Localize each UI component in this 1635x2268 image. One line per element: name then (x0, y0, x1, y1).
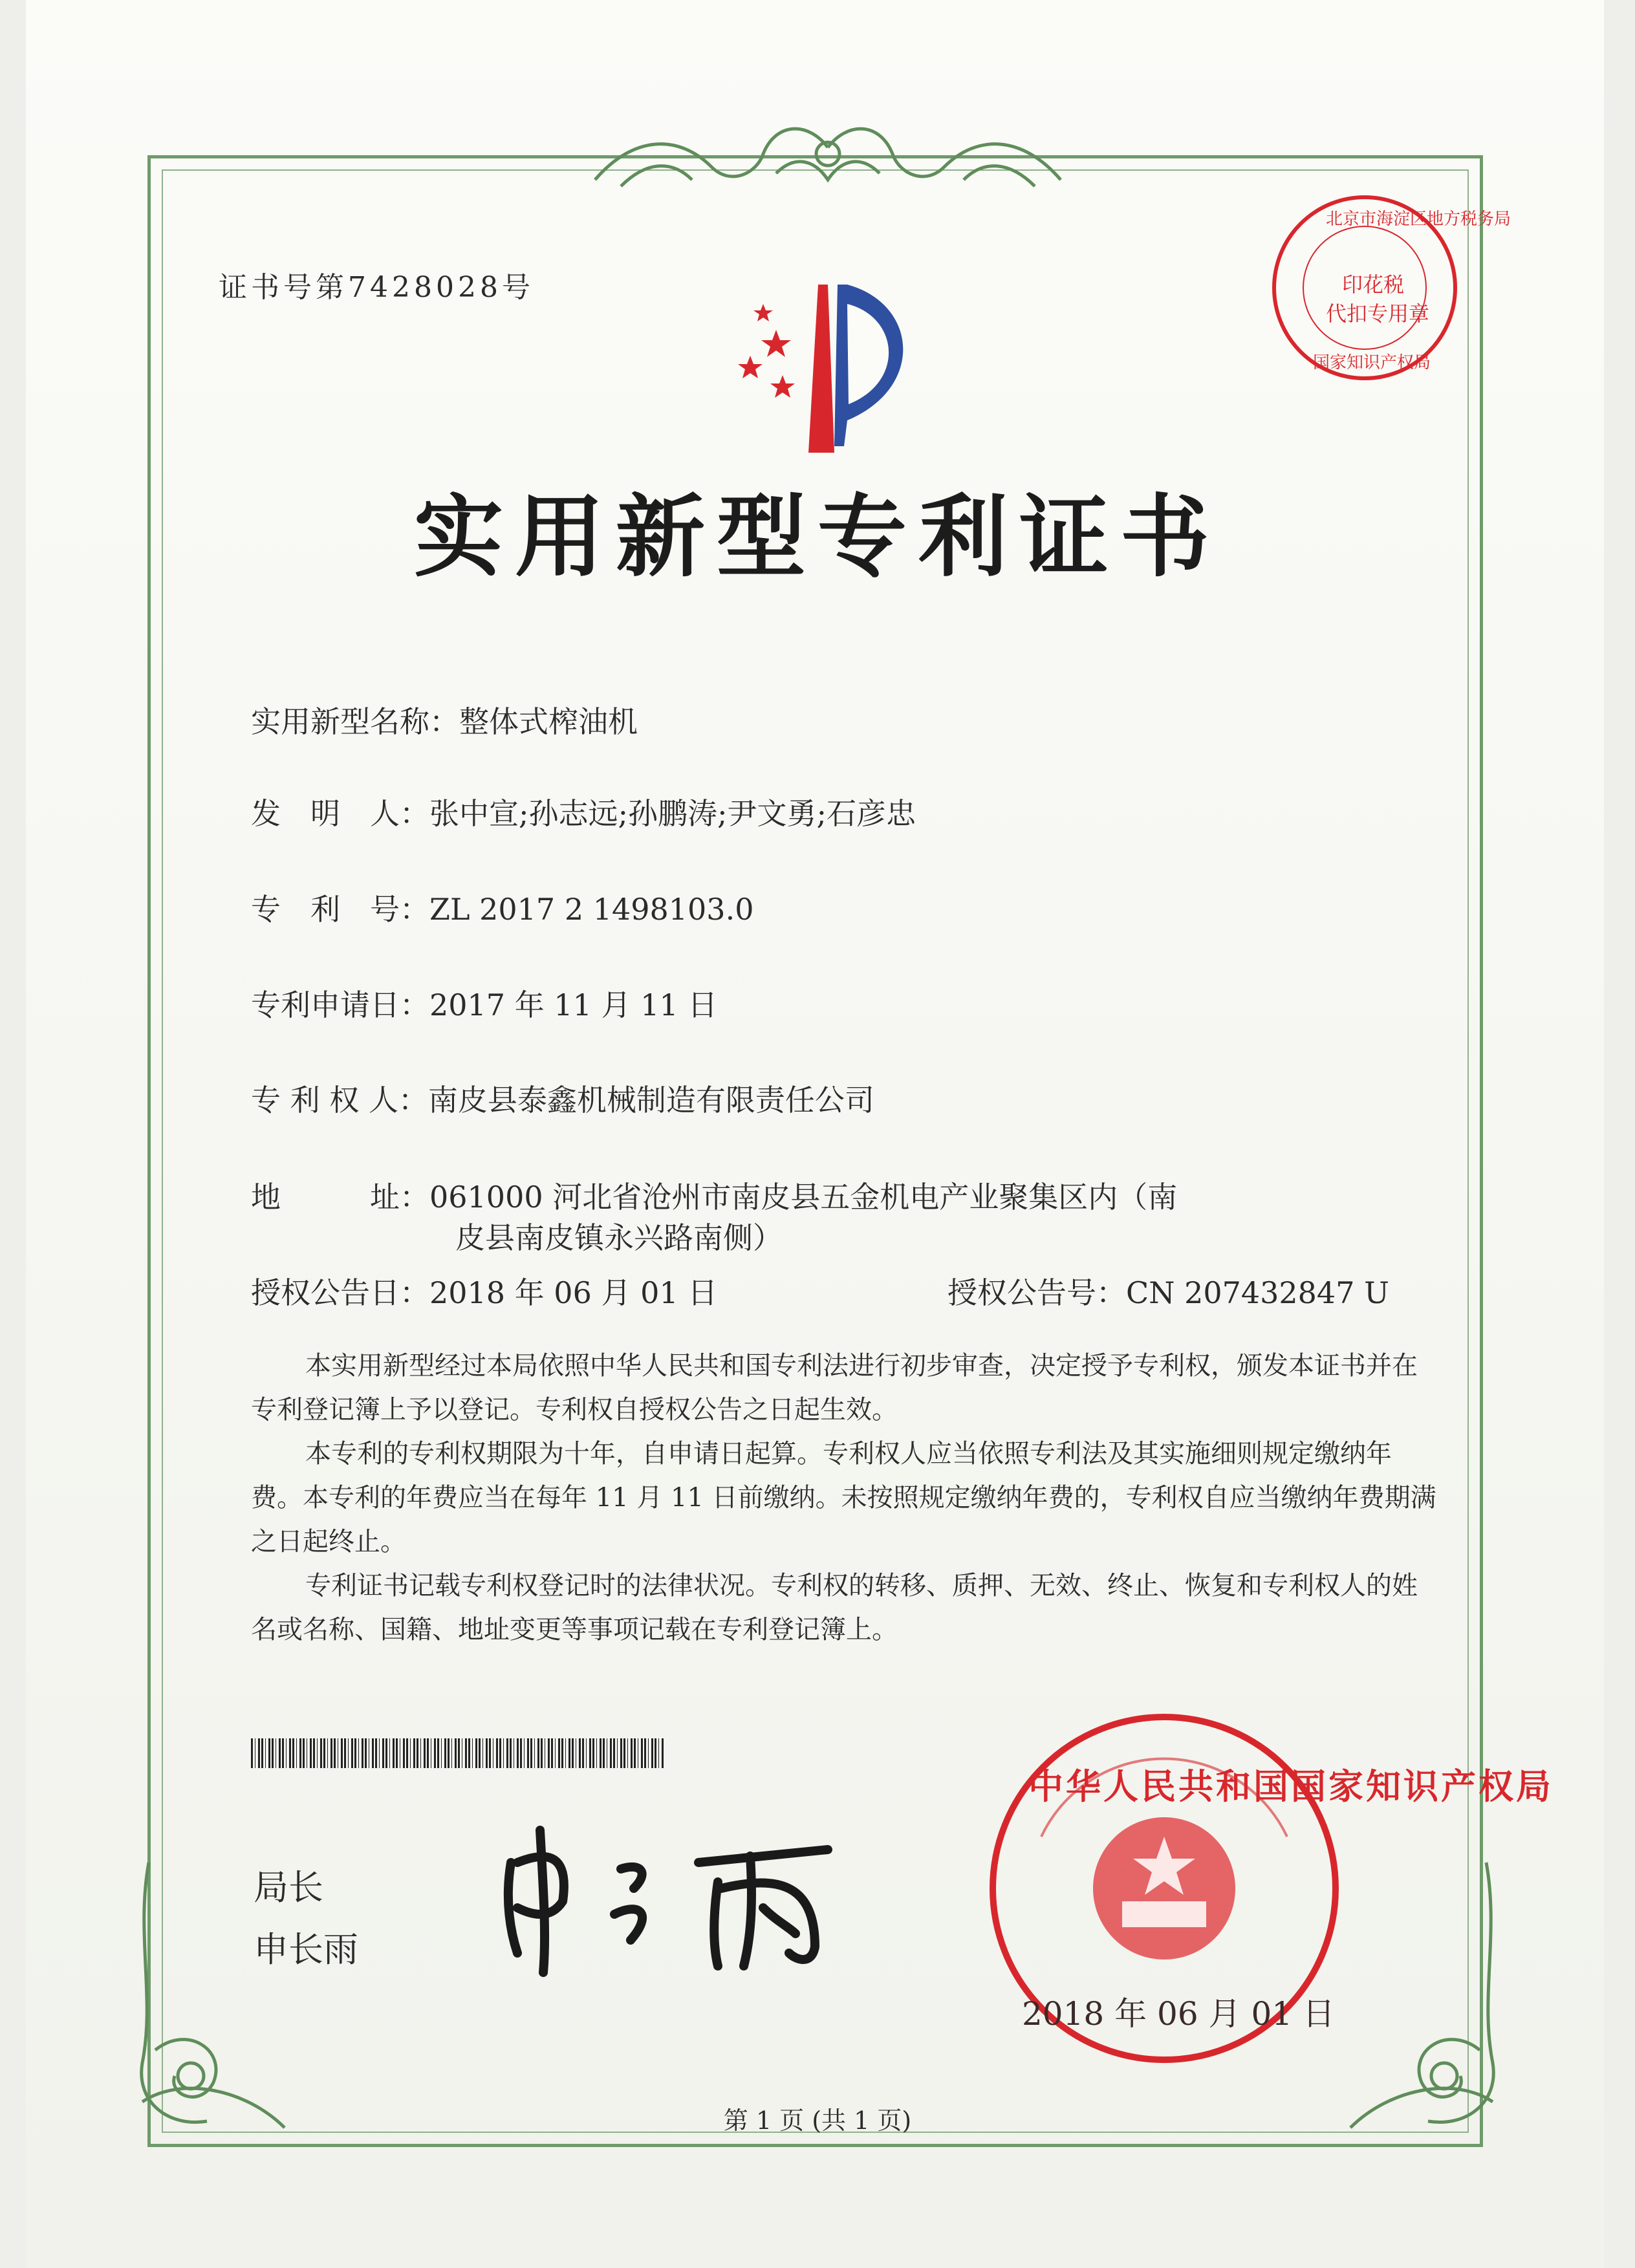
field-inventors-label: 发 明 人： (251, 796, 429, 831)
tax-stamp-line2: 印花税 (1342, 272, 1405, 297)
field-address-line2: 皮县南皮镇永兴路南侧） (455, 1220, 783, 1255)
certificate-number: 证书号第7428028号 (219, 271, 534, 304)
director-title: 局长 (254, 1867, 323, 1908)
field-filing-date (251, 982, 717, 1024)
certificate-body (251, 1344, 1441, 1652)
field-patentee-label: 专 利 权 人： (251, 1083, 428, 1118)
director-name: 申长雨 (254, 1929, 358, 1970)
paragraph: 专利证书记载专利权登记时的法律状况。专利权的转移、质押、无效、终止、恢复和专利权人的姓名或名称、国籍、地址变更等事项记载在专利登记簿上。 (251, 1571, 1418, 1645)
field-name (251, 698, 638, 741)
field-address-value-line1: 061000 河北省沧州市南皮县五金机电产业聚集区内（南 (429, 1180, 1178, 1215)
field-name-value: 整体式榨油机 (459, 704, 638, 739)
field-filing-date-value: 2017 年 11 月 11 日 (429, 988, 718, 1022)
field-name-label: 实用新型名称： (251, 704, 459, 739)
field-inventors (251, 790, 916, 833)
tax-stamp-line3: 代扣专用章 (1326, 301, 1430, 326)
field-inventors-value: 张中宣;孙志远;孙鹏涛;尹文勇;石彦忠 (429, 796, 916, 831)
field-patent-no (251, 886, 753, 929)
field-patentee (251, 1077, 874, 1119)
field-address (251, 1174, 1177, 1216)
seal-date: 2018 年 06 月 01 日 (1022, 1995, 1335, 2033)
page-footer: 第 1 页 (共 1 页) (723, 2106, 912, 2135)
field-address-label: 地 址： (251, 1180, 429, 1215)
director-signature (492, 1811, 854, 1979)
bottom-right-ornament (1337, 1856, 1506, 2141)
field-grant-no-label: 授权公告号： (947, 1275, 1126, 1310)
field-patentee-value: 南皮县泰鑫机械制造有限责任公司 (428, 1083, 874, 1118)
tax-stamp-line4: 国家知识产权局 (1313, 353, 1431, 373)
field-grant-no (947, 1269, 1389, 1312)
field-filing-date-label: 专利申请日： (251, 988, 429, 1022)
seal-text: 中华人民共和国国家知识产权局 (1028, 1766, 1554, 1807)
field-grant-date-label: 授权公告日： (251, 1275, 429, 1310)
tax-stamp-line1: 北京市海淀区地方税务局 (1326, 210, 1511, 229)
paragraph: 本专利的专利权期限为十年，自申请日起算。专利权人应当依照专利法及其实施细则规定缴纳年费。本专利的年费应当在每年 11 月 11 日前缴纳。未按照规定缴纳年费的，专利权自应当缴纳年费期满之日起终止。 (251, 1439, 1436, 1557)
certificate-title: 实用新型专利证书 (413, 484, 1221, 589)
field-grant-no-value: CN 207432847 U (1126, 1275, 1389, 1310)
field-grant-date-value: 2018 年 06 月 01 日 (429, 1275, 718, 1310)
field-patent-no-value: ZL 2017 2 1498103.0 (429, 892, 754, 927)
barcode (251, 1738, 665, 1768)
field-patent-no-label: 专 利 号： (251, 892, 429, 927)
patent-office-logo (705, 259, 951, 459)
paragraph: 本实用新型经过本局依照中华人民共和国专利法进行初步审查，决定授予专利权，颁发本证书并在专利登记簿上予以登记。专利权自授权公告之日起生效。 (251, 1351, 1418, 1425)
top-ornament (582, 109, 1074, 199)
field-grant-date (251, 1269, 717, 1312)
